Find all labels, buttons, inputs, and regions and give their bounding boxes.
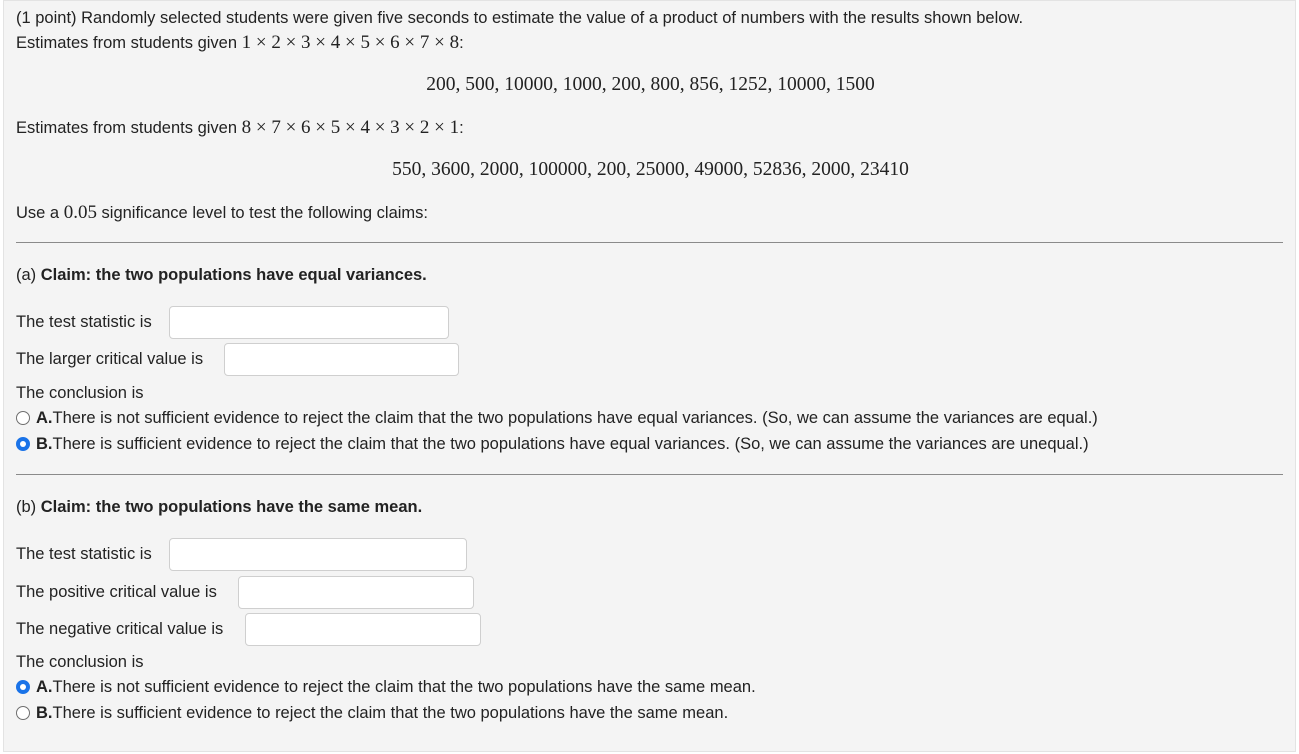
group1-heading bbox=[16, 33, 464, 53]
part-a-claim bbox=[16, 265, 427, 285]
part-b-claim-text: Claim: the two populations have the same mean. bbox=[40, 498, 423, 516]
part-a-claim-text: Claim: the two populations have equal variances. bbox=[40, 266, 427, 284]
significance-value: 0.05 bbox=[63, 202, 97, 223]
problem-intro: (1 point) Randomly selected students were given five seconds to estimate the value of a product of numbers with the results shown below. bbox=[16, 9, 1024, 27]
problem-panel bbox=[3, 0, 1296, 752]
part-a-option-a[interactable] bbox=[16, 408, 1098, 428]
part-b-neg-crit-input[interactable] bbox=[245, 613, 481, 646]
divider-b bbox=[16, 474, 1283, 475]
part-b-pos-crit-label: The positive critical value is bbox=[16, 583, 217, 601]
part-a-tag: (a) bbox=[16, 266, 41, 284]
part-b-tag: (b) bbox=[16, 498, 41, 516]
part-a-option-b-text: There is sufficient evidence to reject the claim that the two populations have equal variances. (So, we can assume the variances are unequal.) bbox=[52, 435, 1089, 453]
part-b-test-stat-label: The test statistic is bbox=[16, 545, 152, 563]
group2-suffix: : bbox=[459, 119, 464, 137]
part-b-conclusion-label: The conclusion is bbox=[16, 653, 144, 671]
part-a-option-b-letter: B. bbox=[36, 435, 53, 453]
part-a-option-a-letter: A. bbox=[36, 409, 53, 427]
part-b-test-stat-input[interactable] bbox=[169, 538, 467, 571]
group1-values: 200, 500, 10000, 1000, 200, 800, 856, 1252, 10000, 1500 bbox=[426, 74, 875, 95]
group2-heading bbox=[16, 118, 464, 138]
part-a-option-b[interactable] bbox=[16, 434, 1089, 454]
part-b-option-a-letter: A. bbox=[36, 678, 53, 696]
part-a-option-a-radio[interactable] bbox=[16, 411, 30, 425]
significance-prefix: Use a bbox=[16, 204, 64, 222]
part-b-claim bbox=[16, 497, 422, 517]
group1-suffix: : bbox=[459, 34, 464, 52]
part-a-conclusion-label: The conclusion is bbox=[16, 384, 144, 402]
part-a-test-stat-label: The test statistic is bbox=[16, 313, 152, 331]
part-b-option-b-letter: B. bbox=[36, 704, 53, 722]
part-b-option-b-radio[interactable] bbox=[16, 706, 30, 720]
group2-prefix: Estimates from students given bbox=[16, 119, 242, 137]
part-b-option-b-text: There is sufficient evidence to reject the claim that the two populations have the same mean. bbox=[52, 704, 729, 722]
part-b-pos-crit-input[interactable] bbox=[238, 576, 474, 609]
part-b-option-a-radio[interactable] bbox=[16, 680, 30, 694]
part-a-test-stat-input[interactable] bbox=[169, 306, 449, 339]
part-b-option-a-text: There is not sufficient evidence to reject the claim that the two populations have the same mean. bbox=[52, 678, 756, 696]
part-a-option-a-text: There is not sufficient evidence to reject the claim that the two populations have equal variances. (So, we can assume the variances are equal.) bbox=[52, 409, 1098, 427]
part-b-neg-crit-label: The negative critical value is bbox=[16, 620, 224, 638]
part-b-option-a[interactable] bbox=[16, 677, 756, 697]
significance-suffix: significance level to test the following claims: bbox=[96, 204, 429, 222]
part-a-option-b-radio[interactable] bbox=[16, 437, 30, 451]
divider-a bbox=[16, 242, 1283, 243]
group1-prefix: Estimates from students given bbox=[16, 34, 242, 52]
group2-expression: 8 × 7 × 6 × 5 × 4 × 3 × 2 × 1 bbox=[241, 117, 460, 138]
significance-line bbox=[16, 203, 428, 223]
part-a-crit-input[interactable] bbox=[224, 343, 459, 376]
part-b-option-b[interactable] bbox=[16, 703, 728, 723]
part-a-crit-label: The larger critical value is bbox=[16, 350, 204, 368]
group1-expression: 1 × 2 × 3 × 4 × 5 × 6 × 7 × 8 bbox=[241, 32, 460, 53]
group2-values: 550, 3600, 2000, 100000, 200, 25000, 49000, 52836, 2000, 23410 bbox=[392, 159, 909, 180]
